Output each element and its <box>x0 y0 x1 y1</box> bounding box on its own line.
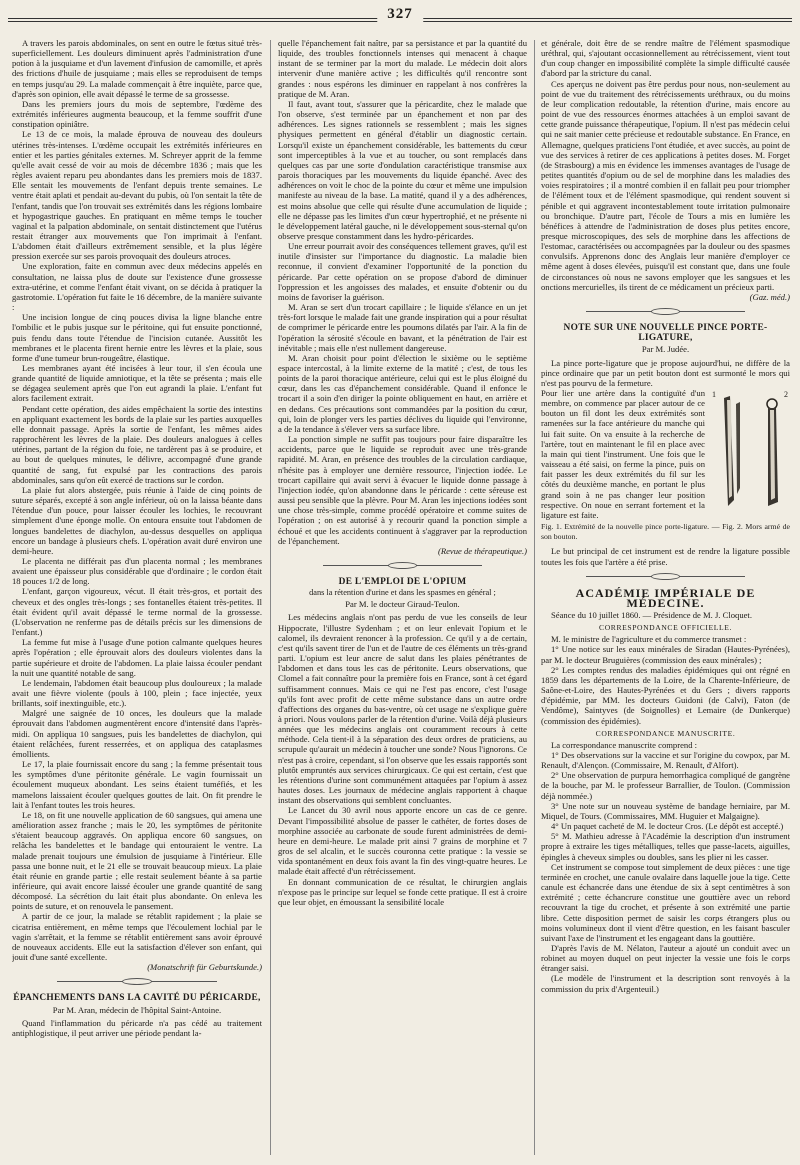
section-divider <box>278 561 527 571</box>
article-title: NOTE SUR UNE NOUVELLE PINCE PORTE-LIGATURE, <box>563 323 768 344</box>
column-middle <box>278 38 527 1156</box>
paragraph: En donnant communication de ce résultat, le chirurgien anglais n'expose pas le principe sur lequel se fonde cette pratique. Il est à croire que leur objet, en émoussant la sensibilité locale <box>278 876 527 907</box>
paragraph: Séance du 10 juillet 1860. — Présidence de M. J. Cloquet. <box>551 609 752 620</box>
paragraph: La pince porte-ligature que je propose aujourd'hui, ne diffère de la pince ordinaire que par un petit bouton dont est surmonté le mors qui n'est pas pourvu de la fermeture. <box>541 357 790 388</box>
paragraph: Il faut, avant tout, s'assurer que la péricardite, chez le malade que l'on observe, s'est terminée par un épanchement et non par des adhérences. Les signes rationnels se ressemblent ; mais les signes physiques permettent en général d'établir un diagnostic certain. Lorsqu'il existe un épanchement considérable, les battements du cœur sont imperceptibles à la vue et au toucher, ou sont remplacés dans quelques cas par une sorte d'ondulation caractéristique transmise aux parois thoraciques par les mouvements du liquide épanché. Avec des adhérences on voit le choc de la pointe du cœur et même une impulsion manifeste au niveau de la base. La matité, quand il y a des adhérences, est moins absolue que celle qui résulte d'une accumulation de liquide ; elle ne dépasse pas les limites d'un cœur hypertrophié, et ne présente ni le développement latéral gauche, ni le développement sous-sternal qu'on observe presque constamment dans les hydro-péricardes. <box>278 98 527 241</box>
column-divider <box>534 40 535 1155</box>
source-citation: (Revue de thérapeutique.) <box>437 545 527 556</box>
paragraph: 3° Une note sur un nouveau système de bandage herniaire, par M. Miquel, de Tours. (Commissaires, MM. Huguier et Malgaigne). <box>541 800 790 821</box>
paragraph: M. Aran se sert d'un trocart capillaire ; le liquide s'élance en un jet très-fort lorsque le malade fait une grande inspiration qui a pour résultat de comprimer le péricarde entre les poumons dilatés par l'air. A la fin de l'opération la sérosité s'écoule en bavant, et la pénétration de l'air est inévitable ; mais elle n'est nullement dangereuse. <box>278 302 527 353</box>
paragraph: La femme fut mise à l'usage d'une potion calmante quelques heures après l'opération ; elle éprouvait alors des douleurs violentes dans la partie supérieure et droite de l'abdomen. La plaie laissa écouler pendant la nuit une quantité notable de sang. <box>12 637 262 678</box>
paragraph: A travers les parois abdominales, on sent en outre le fœtus situé très-superficiellement. Les douleurs diminuent après l'administration d'une potion à la jusquiame et d'un lavement d'infusion de camomille, et après des frictions d'huile de jusquiame ; mais elles se reproduisent de temps en temps jusqu'au 29. La malade commençait à être inquiète, parce que, d'après son opinion, elle avait dépassé le terme de sa grossesse. <box>12 38 262 99</box>
section-divider <box>12 977 262 987</box>
forceps-illustration <box>710 390 790 512</box>
paragraph: et générale, doit être de se rendre maître de l'élément spasmodique uréthral, qui, s'ajoutant occasionnellement au rétrécissement, vient tout d'un coup changer en impossibilité complète la simple difficulté causée d'abord par la stricture du canal. <box>541 38 790 79</box>
column-left <box>12 38 262 1156</box>
paragraph: 2° Les comptes rendus des maladies épidémiques qui ont régné en 1859 dans les départements de la Loire, de la Charente-Inférieure, de Saône-et-Loire, des Hautes-Pyrénées et du Gers ; divers rapports d'épidémie, par MM. les docteurs Guidoni (de Calvi), Faton (de Vendôme), Saintyves (de Soignolles) et Lemaire (de Dunkerque) (commission des épidémies). <box>541 664 790 726</box>
paragraph: Pendant cette opération, des aides empêchaient la sortie des intestins en appliquant exactement les bords de la plaie sur les parties auxquelles elle donnait passage. Après la sortie de l'enfant, les mêmes aides rapprochèrent les lèvres de la plaie. Des douleurs analogues à celles utérines, partant de la région du foie, ne tardèrent pas à se produire, et au bout de quelques minutes, le délivre, accompagné d'une grande quantité de sang, fut expulsé par les contractions des parois abdominales, sans qu'on eût exercé de tractions sur le cordon. <box>12 403 262 485</box>
paragraph: Ces aperçus ne doivent pas être perdus pour nous, non-seulement au point de vue du traitement des rétrécissements uréthraux, ou du moins de leur complication redoutable, la rétention d'urine, mais encore au point de vue des ressources énormes attachées à un emploi savant de cette grande puissance thérapeutique, l'opium. Il n'est pas médecin celui qui ne sait manier cette précieuse et redoutable substance. En France, en Allemagne, quelques praticiens l'ont étudiée, et avec succès, au point de vue des services à retirer de ces applications à petites doses. M. Forget (de Strasbourg) a mis en évidence les immenses avantages de l'usage de petites quantités d'opium ou de sel de morphine dans les maladies des voies respiratoires ; il a montré combien il en fallait peu pour triompher de l'élément toux et de l'élément spasmodique, qui rendent souvent si pénible et qui aggravent incontestablement toute irritation pulmonaire ou bronchique. D'autre part, l'école de Tours a mis en lumière les bénéfices à attendre de l'administration de doses plus petites encore, presque microscopiques, des sels de morphine dans les affections de l'estomac, caractérisées ou accompagnées par la douleur ou des spasmes convulsifs. Apprenons donc des Anglais leur manière d'employer ce même agent à doses élevées, puisqu'il est constant que, dans une foule de circonstances où nous ne savons employer que les sangsues et les onctions mercurielles, ils tirent de ce médicament un précieux parti. <box>541 78 790 292</box>
article-subtitle: dans la rétention d'urine et dans les spasmes en général ; <box>309 588 496 598</box>
paragraph: Le 13 de ce mois, la malade éprouva de nouveau des douleurs utérines très-intenses. L'œdème occupait les extrémités inférieures en entier et les parties génitales externes. M. Schreyer apprit de la femme qu'elle avait cessé de voir au mois de décembre 1836 ; mais que les règles avaient reparu peu abondantes dans les premiers mois de 1837. Elle sentait les mouvements de l'enfant depuis trente semaines. Le ventre était aplati et pendait au-devant du pubis, où l'on sentait la tête de l'enfant, tandis que l'on trouvait ses extrémités dans les régions lombaire et hypogastrique gauches. En pratiquant en même temps le toucher vaginal et la palpation abdominale, on sentait distinctement que l'utérus restait étranger aux mouvements que l'on imprimait à l'enfant. L'abdomen était d'ailleurs extrêmement sensible, et la plus légère pression exercée sur ses parois provoquait des douleurs atroces. <box>12 129 262 262</box>
column-divider <box>270 40 271 1155</box>
figure-label-2: 2 <box>784 390 788 399</box>
paragraph: 1° Une notice sur les eaux minérales de Siradan (Hautes-Pyrénées), par M. le docteur Bruguières (commission des eaux minérales) ; <box>541 644 790 665</box>
paragraph: quelle l'épanchement fait naître, par sa persistance et par la quantité du liquide, des troubles fonctionnels intenses qui menacent à chaque instant de se terminer par la mort du malade. Le médecin doit alors intervenir d'une manière active ; les difficultés qu'il rencontre sont grandes : nous espérons les diminuer en rappelant à nos confrères la pratique de M. Aran. <box>278 38 527 99</box>
paragraph: La plaie fut alors abstergée, puis réunie à l'aide de cinq points de suture séparés, excepté à son angle inférieur, où on la laissa béante dans l'étendue d'un pouce, pour laisser écouler les lochies, le recouvrant simplement d'une éponge molle. On entoura ensuite tout l'abdomen de longues bandelettes de diachylon, au-dessus desquelles on appliqua encore un bandage à plusieurs chefs. L'opération avait duré environ une demi-heure. <box>12 484 262 556</box>
paragraph: Dans les premiers jours du mois de septembre, l'œdème des extrémités inférieures augmenta beaucoup, et la femme souffrit d'une constipation opiniâtre. <box>12 98 262 130</box>
paragraph: Le placenta ne différait pas d'un placenta normal ; les membranes avaient une épaisseur plus considérable que d'ordinaire ; le cordon était 18 pouces 1/2 de long. <box>12 555 262 587</box>
paragraph: Les médecins anglais n'ont pas perdu de vue les conseils de leur Hippocrate, l'illustre Sydenham ; et on leur enlevait l'opium et le calomel, ils devraient renoncer à la profession. Ce qu'il y a de certain, c'est qu'ils savent tirer de l'un et de l'autre de ces éléments un très-grand parti. L'opium est leur ancre de salut dans les plaies pénétrantes de l'abdomen et dans tous les cas de péritonite. Leurs observations, que Clomel a fait connaître pour la première fois en France, sont à cet égard suffisamment connues. Mais ce qui ne l'est pas encore, c'est l'usage qu'ils font avec profit de cette même substance dans un autre ordre d'affections des organes du bas-ventre, où cet usage ne s'explique guère à priori. Nous voulons parler de la rétention d'urine. Voilà déjà plusieurs années que les médecins anglais ont couramment recours à cette méthode. Cela tient-il à la séparation des deux ordres de praticiens, au scrupule qu'aurait un médecin à toucher une sonde? Nous l'ignorons. Ce n'est pas à croire, cependant, si l'on observe que les essais rapportés sont plutôt empruntés aux services chirurgicaux. Ce qui est certain, c'est que les rétentions d'urine sont communément attaquées par l'opium à assez hautes doses. Les journaux de médecine anglais rapportent à chaque instant des observations qui semblent concluantes. <box>278 612 527 806</box>
column-right <box>541 38 790 1156</box>
paragraph: La correspondance manuscrite comprend : <box>551 739 698 750</box>
article-title: ÉPANCHEMENTS DANS LA CAVITÉ DU PÉRICARDE, <box>13 993 261 1004</box>
paragraph: Une incision longue de cinq pouces divisa la ligne blanche entre l'ombilic et le pubis jusque sur le péritoine, qui fut ensuite ponctionné, puis fendu dans toute l'étendue de l'incision cutanée. Aussitôt les membranes et le placenta firent hernie entre les lèvres et la plaie, sous forme d'une tumeur brun-rougeâtre, élastique. <box>12 312 262 363</box>
paragraph: Le 18, on fit une nouvelle application de 60 sangsues, qui amena une amélioration assez franche ; mais le 20, les symptômes de péritonite s'étaient beaucoup aggravés. On appliqua encore 60 sangsues, on relâcha les bandelettes et le bandage qui entouraient le ventre. La malade prenait toujours une émulsion de jusquiame à l'intérieur. Elle passa une bonne nuit, et le 21 elle se trouvait beaucoup mieux. La plaie était réunie en grande partie ; elle restait seulement béante à sa partie inférieure, qui avait encore laissé écouler une grande quantité de sang décomposé. La sécrétion du lait était plus abondante. On enleva les points de suture, et on renouvela le pansement. <box>12 809 262 912</box>
article-title: DE L'EMPLOI DE L'OPIUM <box>338 576 467 587</box>
paragraph: L'enfant, garçon vigoureux, vécut. Il était très-gros, et portait des cheveux et des ongles très-longs ; ses fontanelles étaient très-petites. Il était évident qu'il avait dépassé le terme normal de la grossesse. (L'observation ne renferme pas de détails précis sur les dimensions de l'enfant.) <box>12 586 262 638</box>
paragraph: Le but principal de cet instrument est de rendre la ligature possible toutes les fois que l'artère a été prise. <box>541 546 790 567</box>
subsection-heading: CORRESPONDANCE OFFICIELLE. <box>599 623 732 633</box>
paragraph: A partir de ce jour, la malade se rétablit rapidement ; la plaie se cicatrisa entièrement, en même temps que l'écoulement lochial par le vagin s'arrêtait, et la femme se rétablit entièrement sans avoir éprouvé de nouveaux accidents. Elle eut la satisfaction d'élever son enfant, qui jouit d'une santé excellente. <box>12 911 262 963</box>
source-citation: (Monatschrift für Geburtskunde.) <box>147 962 262 973</box>
paragraph: Cet instrument se compose tout simplement de deux pièces : une tige terminée en crochet, une canule ovalaire dans laquelle joue la tige. Cette canule est échancrée dans une étendue de six à sept centimètres à son extrémité ; cette échancrure constitue une gouttière avec un rebord recouvrant la tige du crochet, et présente à son extrémité une partie libre. Cette disposition permet de saisir les corps étrangers plus ou moins volumineux dont il vient d'être question, en les faisant basculer suivant l'axe de l'instrument et les engageant dans la gouttière. <box>541 861 790 943</box>
figure-caption: Fig. 1. Extrémité de la nouvelle pince porte-ligature. — Fig. 2. Mors armé de son bouton. <box>541 522 790 542</box>
paragraph: M. Aran choisit pour point d'élection le sixième ou le septième espace intercostal, à la limite externe de la matité ; c'est, de tous les points de la paroi thoracique antérieure, celui qui est le plus éloigné du cœur, dans les cas d'épanchement considérable. Quand il enfonce le trocart il a soin d'en diriger la pointe obliquement en haut, en arrière et en dedans. Ces précautions sont commandées par la position du cœur, qui, loin de plonger vers les parties déclives du liquide qui l'environne, a de la tendance à s'élever vers sa surface libre. <box>278 352 527 434</box>
paragraph: D'après l'avis de M. Nélaton, l'auteur a ajouté un conduit avec un robinet au moyen duquel on peut injecter la vessie une fois le corps étranger saisi. <box>541 942 790 974</box>
paragraph: Le lendemain, l'abdomen était beaucoup plus douloureux ; la malade avait une fièvre violente (pouls à 100, plein ; face injectée, yeux brillants, soif inextinguible, etc.). <box>12 677 262 709</box>
paragraph: Quand l'inflammation du péricarde n'a pas cédé au traitement antiphlogistique, il peut arriver une période pendant la- <box>12 1017 262 1038</box>
paragraph: Pour lier une artère dans la contiguïté d'un membre, on commence par placer autour de ce bouton un fil dont les deux extrémités sont ramenées sur la face antérieure du manche qui lui fait suite. On va ensuite à la recherche de l'artère, tout en maintenant le fil en place avec la main qui tient l'instrument. Une fois que le vaisseau a été saisi, on ferme la pince, puis on fait passer les deux extrémités du fil sur les côtés du deuxième manche, en portant le plus grand soin à ne pas changer leur position respective. On noue en serrant fortement et la ligature est faite. <box>541 388 705 520</box>
paragraph: La ponction simple ne suffit pas toujours pour faire disparaître les accidents, parce que le liquide se reproduit avec une très-grande rapidité. M. Aran, en présence des troubles de la circulation cardiaque, n'hésite pas à employer une dernière ressource, l'injection iodée. Le trocart capillaire qui avait servi à évacuer le liquide donne passage à l'injection iodée, qu'on abandonne dans le péricarde : cette séreuse est aussi peu sensible que la plèvre. Pour M. Aran les injections iodées sont une chose très-simple, comme procédé opératoire et comme suites de l'opération ; on est autorisé à y recourir quand la ponction simple a échoué et que les accidents continuent à s'aggraver par la reproduction de l'épanchement. <box>278 434 527 546</box>
subsection-heading: CORRESPONDANCE MANUSCRITE. <box>595 728 736 738</box>
paragraph: Le Lancet du 30 avril nous apporte encore un cas de ce genre. Devant l'impossibilité absolue de passer le cathéter, de fortes doses de morphine associée au carbonate de soude furent administrées de demi-heure en demi-heure. Le malade prit ainsi 7 grains de morphine et 7 gros de sel alcalin, et le succès couronna cette pratique : la vessie se vida spontanément en deux fois avant la fin des vingt-quatre heures. Le malade était affecté d'un rétrécissement. <box>278 805 527 877</box>
page-header <box>0 6 800 32</box>
paragraph: 5° M. Mathieu adresse à l'Académie la description d'un instrument propre à extraire les tiges métalliques, telles que passe-lacets, aiguilles, épingles à cheveux simples ou doubles, sans les plier ni les casser. <box>541 831 790 862</box>
section-divider <box>541 572 790 582</box>
section-divider <box>541 307 790 317</box>
paragraph: 4° Un paquet cacheté de M. le docteur Cros. (Le dépôt est accepté.) <box>551 821 784 832</box>
paragraph: Une exploration, faite en commun avec deux médecins appelés en consultation, ne laissa plus de doute sur l'existence d'une grossesse extra-utérine, et comme l'enfant était vivant, on se décida à pratiquer la gastrotomie. L'opération fut faite le 16 décembre, de la manière suivante : <box>12 261 262 313</box>
paragraph: Le 17, la plaie fournissait encore du sang ; la femme présentait tous les symptômes d'une péritonite générale. Le vagin fournissait un écoulement muqueux abondant. Les seins étaient tuméfiés, et les mamelons laissaient écouler quelques gouttes de lait. On fit prendre le lait à l'enfant toutes les trois heures. <box>12 759 262 810</box>
paragraph: (Le modèle de l'instrument et la description sont renvoyés à la commission du prix d'Argenteuil.) <box>541 973 790 994</box>
paragraph: Une erreur pourrait avoir des conséquences tellement graves, qu'il est inutile d'insister sur l'importance du diagnostic. La maladie bien reconnue, il convient d'examiner l'opportunité de la ponction du péricarde. Par cette opération on se propose d'abord de diminuer l'oppression et les angoisses des malades, et ensuite d'obtenir ou du moins de favoriser la guérison. <box>278 241 527 302</box>
section-title: ACADÉMIE IMPÉRIALE DE MÉDECINE. <box>575 585 756 610</box>
article-byline: Par M. le docteur Giraud-Teulon. <box>345 599 460 610</box>
source-citation: (Gaz. méd.) <box>749 291 790 302</box>
figure-label-1: 1 <box>712 390 716 399</box>
ligature-forceps-figure <box>710 390 790 512</box>
paragraph: 2° Une observation de purpura hemorrhagica compliqué de gangrène de la bouche, par M. le professeur Barrallier, de Toulon. (Commission déjà nommée.) <box>541 770 790 801</box>
paragraph: 1° Des observations sur la vaccine et sur l'origine du cowpox, par M. Renault, d'Alençon. (Commissaire, M. Renault, d'Alfort). <box>541 750 790 771</box>
paragraph: Malgré une saignée de 10 onces, les douleurs que la malade éprouvait dans l'abdomen augmentèrent encore d'intensité dans l'après-midi. On appliqua 10 sangsues, puis les bandelettes de diachylon, qui étaient relâchées, furent resserrées, et on appliqua des cataplasmes émollients. <box>12 708 262 759</box>
article-byline: Par M. Judée. <box>641 344 690 355</box>
paragraph: Les membranes ayant été incisées à leur tour, il s'en écoula une grande quantité de liquide amniotique, et la tête se présenta ; mais elle se dégagea seulement après que l'on eut agrandi la plaie. L'enfant fut alors facilement extrait. <box>12 363 262 404</box>
paragraph: M. le ministre de l'agriculture et du commerce transmet : <box>551 634 747 645</box>
page-number: 327 <box>377 6 423 23</box>
article-byline: Par M. Aran, médecin de l'hôpital Saint-Antoine. <box>52 1004 222 1015</box>
